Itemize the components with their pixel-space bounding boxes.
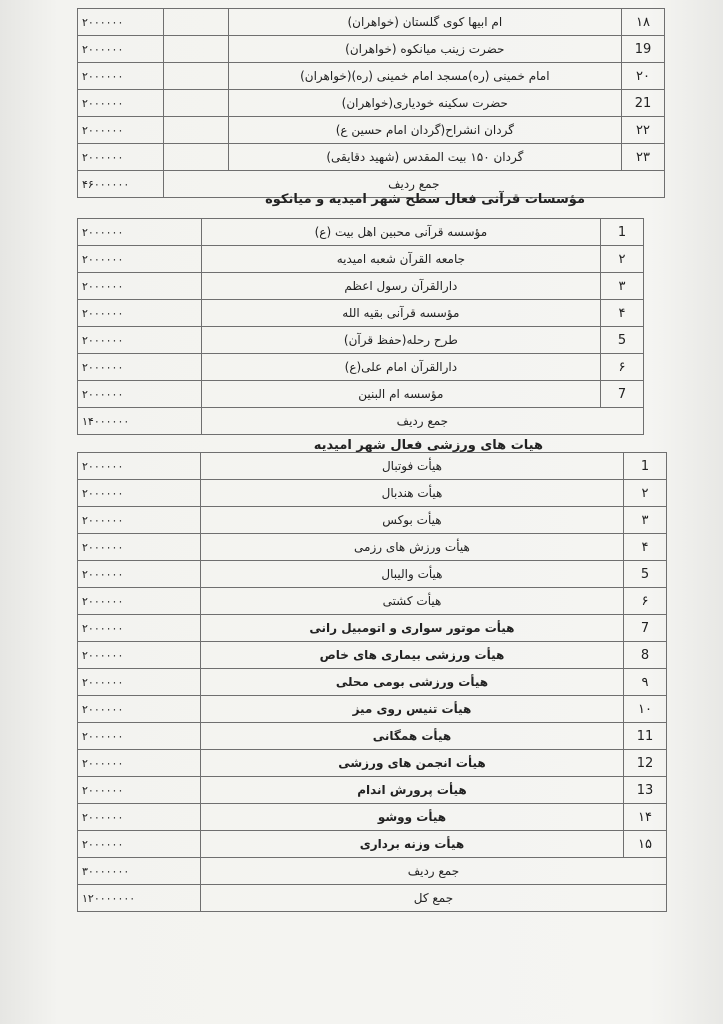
table-row [78,561,667,588]
row-number: 13 [624,777,667,804]
row-number: 7 [624,615,667,642]
row-sum [78,408,644,435]
table-row [78,63,665,90]
table-row [78,831,667,858]
row-title: هیأت موتور سواری و اتومبیل رانی [200,615,623,642]
row-number: ۴ [601,300,644,327]
row-title: هیأت وزنه برداری [200,831,623,858]
row-number: 21 [622,90,665,117]
row-title: مؤسسه ام البنین [201,381,600,408]
row-amount: ۲۰۰۰۰۰۰ [78,561,201,588]
row-title: طرح رحله(حفظ قرآن) [201,327,600,354]
row-title: حضرت زینب میانکوه (خواهران) [228,36,621,63]
row-title: هیأت پرورش اندام [200,777,623,804]
row-title: هیأت ووشو [200,804,623,831]
table-row [78,804,667,831]
row-number: ۱۰ [624,696,667,723]
row-title: دارالقرآن رسول اعظم [201,273,600,300]
row-title: حضرت سکینه خودیاری(خواهران) [228,90,621,117]
row-title: گردان انشراح(گردان امام حسین ع) [228,117,621,144]
table-row [78,750,667,777]
row-title: هیأت والیبال [200,561,623,588]
table-part-1 [77,8,665,198]
row-title: هیأت ورزشی بومی محلی [200,669,623,696]
row-sum [78,858,667,885]
row-number: ۲۲ [622,117,665,144]
table-sports-boards [77,452,667,912]
row-number: 1 [624,453,667,480]
table-row [78,327,644,354]
row-number: 19 [622,36,665,63]
row-amount: ۲۰۰۰۰۰۰ [78,9,164,36]
row-amount: ۲۰۰۰۰۰۰ [78,381,202,408]
row-number: ۴ [624,534,667,561]
table-row [78,669,667,696]
row-number: ۳ [601,273,644,300]
empty-cell [163,90,228,117]
row-amount: ۲۰۰۰۰۰۰ [78,534,201,561]
row-number: ۲ [601,246,644,273]
empty-cell [163,117,228,144]
row-title: هیأت ورزشی بیماری های خاص [200,642,623,669]
row-number: 1 [601,219,644,246]
table-row [78,246,644,273]
row-amount: ۲۰۰۰۰۰۰ [78,777,201,804]
row-number: ۲۳ [622,144,665,171]
row-title: هیأت هندبال [200,480,623,507]
table-row [78,90,665,117]
table-row [78,615,667,642]
empty-cell [163,63,228,90]
row-amount: ۲۰۰۰۰۰۰ [78,480,201,507]
table-row [78,723,667,750]
row-title: امام خمینی (ره)مسجد امام خمینی (ره)(خواهران) [228,63,621,90]
table-row [78,534,667,561]
section-title-quran-institutes: مؤسسات قرآنی فعال سطح شهر امیدیه و میانکوه [265,192,585,207]
row-amount: ۲۰۰۰۰۰۰ [78,588,201,615]
row-number: ۱۸ [622,9,665,36]
row-sum-label: جمع ردیف [163,171,664,198]
table-row [78,696,667,723]
row-amount: ۲۰۰۰۰۰۰ [78,219,202,246]
row-amount: ۲۰۰۰۰۰۰ [78,300,202,327]
row-amount: ۲۰۰۰۰۰۰ [78,723,201,750]
row-amount: ۲۰۰۰۰۰۰ [78,696,201,723]
row-number: 11 [624,723,667,750]
row-title: هیأت بوکس [200,507,623,534]
row-amount: ۲۰۰۰۰۰۰ [78,453,201,480]
grand-total [78,885,667,912]
row-amount: ۲۰۰۰۰۰۰ [78,144,164,171]
row-title: مؤسسه قرآنی محبین اهل بیت (ع) [201,219,600,246]
row-number: ۶ [624,588,667,615]
row-amount: ۲۰۰۰۰۰۰ [78,273,202,300]
row-title: دارالقرآن امام علی(ع) [201,354,600,381]
row-number: 5 [601,327,644,354]
table-row [78,777,667,804]
row-sum-amount: ۳۰۰۰۰۰۰۰ [78,858,201,885]
grand-total-label: جمع کل [200,885,666,912]
table-row [78,354,644,381]
table-row [78,273,644,300]
empty-cell [163,144,228,171]
empty-cell [163,36,228,63]
row-title: هیأت همگانی [200,723,623,750]
row-number: ۶ [601,354,644,381]
row-amount: ۲۰۰۰۰۰۰ [78,246,202,273]
row-number: 12 [624,750,667,777]
table-row [78,300,644,327]
row-amount: ۲۰۰۰۰۰۰ [78,36,164,63]
grand-total-amount: ۱۲۰۰۰۰۰۰۰ [78,885,201,912]
table-row [78,507,667,534]
table-row [78,9,665,36]
row-title: هیأت فوتبال [200,453,623,480]
section-title-sports-boards: هیات های ورزشی فعال شهر امیدیه [313,438,543,453]
empty-cell [163,9,228,36]
row-amount: ۲۰۰۰۰۰۰ [78,804,201,831]
row-amount: ۲۰۰۰۰۰۰ [78,90,164,117]
table-row [78,144,665,171]
row-title: مؤسسه قرآنی بقیه الله [201,300,600,327]
row-amount: ۲۰۰۰۰۰۰ [78,63,164,90]
table-row [78,588,667,615]
row-number: 8 [624,642,667,669]
row-number: ۲۰ [622,63,665,90]
table-row [78,381,644,408]
row-title: هیأت تنیس روی میز [200,696,623,723]
row-amount: ۲۰۰۰۰۰۰ [78,507,201,534]
row-amount: ۲۰۰۰۰۰۰ [78,669,201,696]
row-amount: ۲۰۰۰۰۰۰ [78,117,164,144]
row-amount: ۲۰۰۰۰۰۰ [78,750,201,777]
row-number: ۱۵ [624,831,667,858]
row-title: هیأت انجمن های ورزشی [200,750,623,777]
row-number: ۳ [624,507,667,534]
row-amount: ۲۰۰۰۰۰۰ [78,615,201,642]
row-sum-amount: ۱۴۰۰۰۰۰۰ [78,408,202,435]
row-number: ۱۴ [624,804,667,831]
table-row [78,117,665,144]
table-row [78,480,667,507]
row-amount: ۲۰۰۰۰۰۰ [78,327,202,354]
row-title: هیأت ورزش های رزمی [200,534,623,561]
row-sum-amount: ۴۶۰۰۰۰۰۰ [78,171,164,198]
row-title: جامعه القرآن شعبه امیدیه [201,246,600,273]
table-row [78,642,667,669]
row-number: ۹ [624,669,667,696]
table-row [78,219,644,246]
row-amount: ۲۰۰۰۰۰۰ [78,642,201,669]
row-amount: ۲۰۰۰۰۰۰ [78,831,201,858]
row-amount: ۲۰۰۰۰۰۰ [78,354,202,381]
table-quran-institutes [77,218,644,435]
row-title: گردان ۱۵۰ بیت المقدس (شهید دقایقی) [228,144,621,171]
row-sum-label: جمع ردیف [200,858,666,885]
row-number: ۲ [624,480,667,507]
row-number: 7 [601,381,644,408]
row-title: هیأت کشتی [200,588,623,615]
table-row [78,36,665,63]
row-sum-label: جمع ردیف [201,408,643,435]
row-title: ام ابیها کوی گلستان (خواهران) [228,9,621,36]
row-number: 5 [624,561,667,588]
table-row [78,453,667,480]
